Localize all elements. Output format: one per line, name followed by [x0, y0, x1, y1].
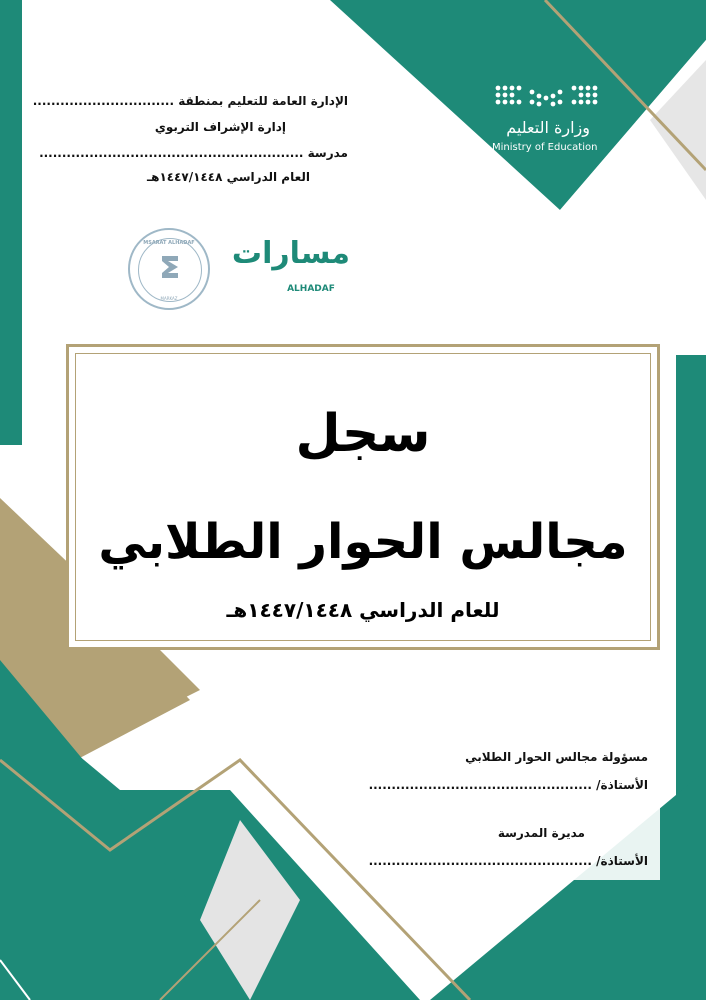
seal-bottom-text: MARKAZ [160, 296, 178, 301]
masarat-logo-ar: مسارات [231, 236, 350, 271]
signature-role-2: مديرة المدرسة [497, 826, 585, 840]
header-line-3: مدرسة .......................................................... [39, 146, 348, 160]
title-inner-border [75, 353, 651, 641]
masarat-logo-en: ALHADAF [287, 284, 335, 294]
ministry-logo [484, 80, 604, 160]
ministry-name-ar: وزارة التعليم [506, 118, 590, 137]
ministry-name-en: Ministry of Education [492, 142, 598, 153]
seal-logo [128, 228, 210, 310]
header-line-4: العام الدراسي ١٤٤٧/١٤٤٨هـ [147, 170, 310, 184]
masarat-logo [231, 226, 350, 300]
title-frame [66, 344, 660, 650]
seal-emblem-icon [159, 254, 181, 280]
title-line-3: للعام الدراسي ١٤٤٧/١٤٤٨هـ [226, 598, 500, 622]
signature-role-1: مسؤولة مجالس الحوار الطلابي [465, 750, 648, 764]
header-line-2: إدارة الإشراف التربوي [154, 120, 286, 134]
header-line-1: الإدارة العامة للتعليم بمنطقة ............................... [32, 94, 348, 108]
seal-text: MSARAT ALHADAF [143, 240, 195, 246]
left-green-bar [0, 0, 22, 445]
signature-name-1: الأستاذة/ ................................................. [368, 778, 648, 792]
title-line-1: سجل [295, 404, 431, 464]
ministry-dots-icon [492, 82, 602, 112]
signature-name-2: الأستاذة/ ................................................. [368, 854, 648, 868]
title-line-2: مجالس الحوار الطلابي [98, 514, 628, 570]
